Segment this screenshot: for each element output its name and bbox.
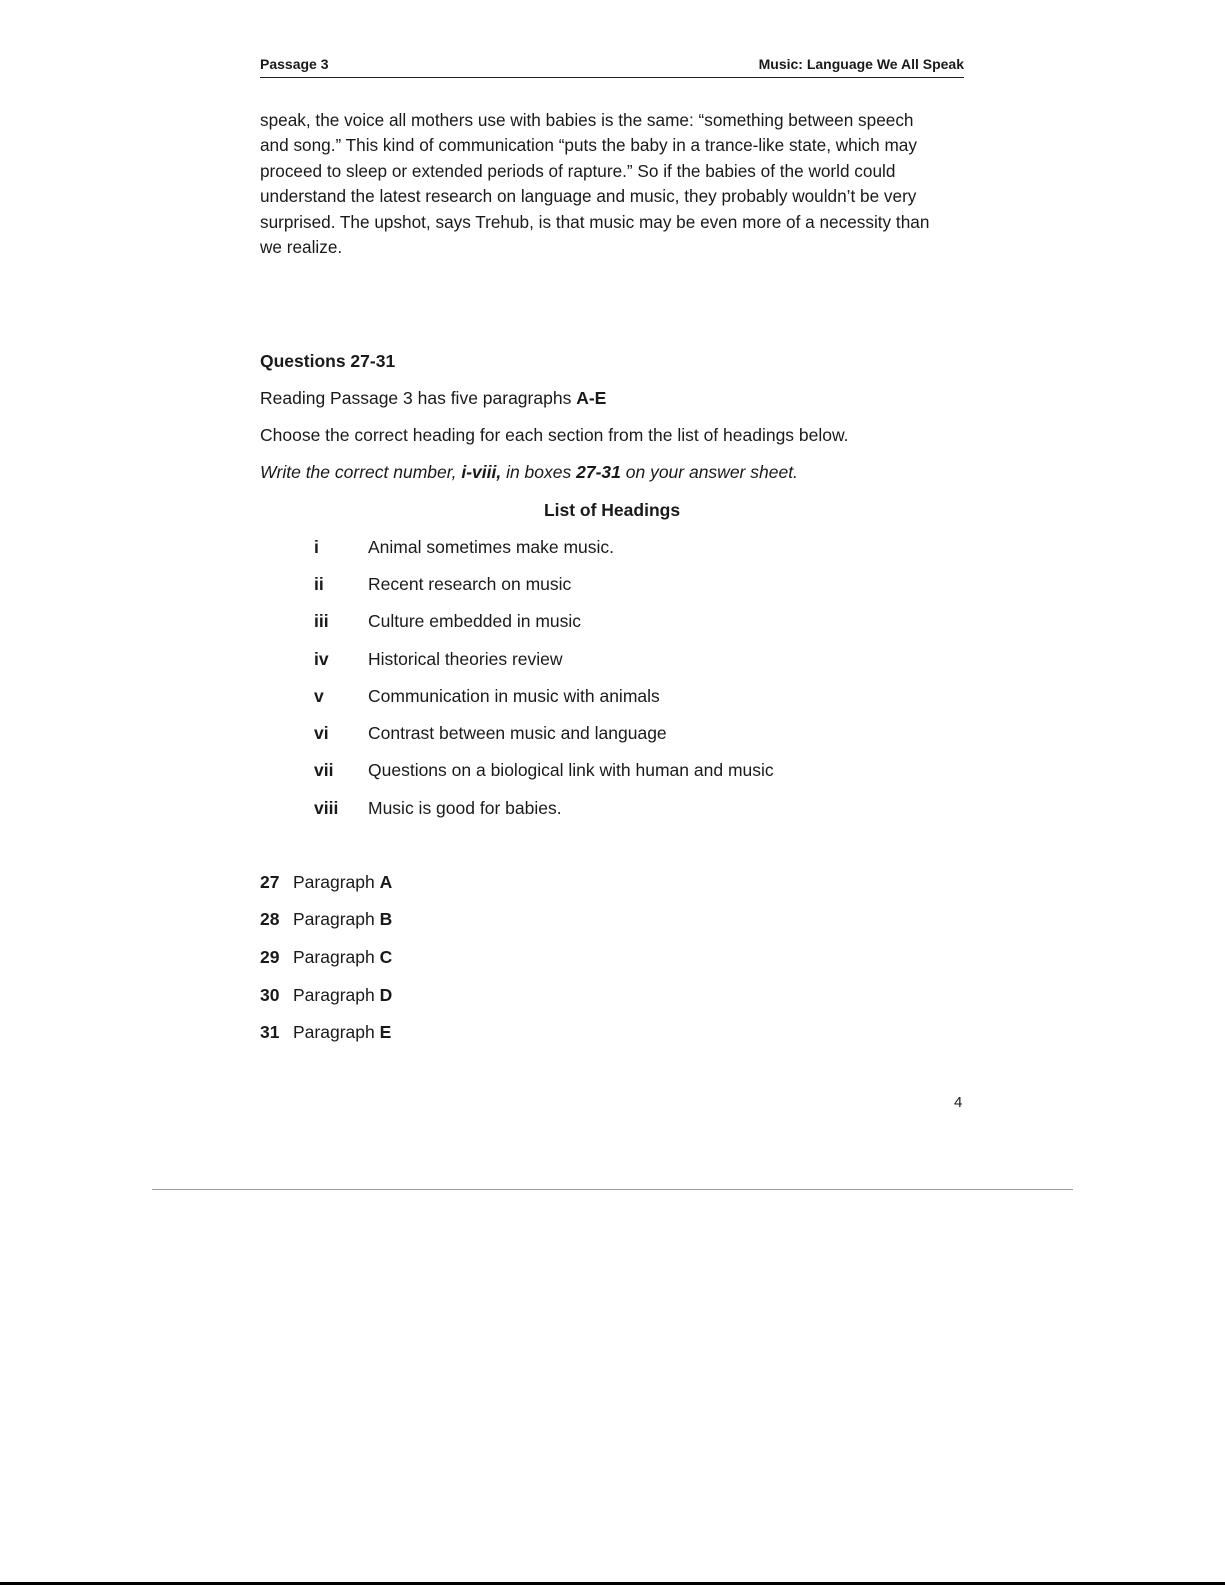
heading-number: vii <box>314 760 334 780</box>
paragraph-letter: D <box>379 985 393 1005</box>
heading-item <box>314 760 774 781</box>
questions-title: Questions 27-31 <box>260 351 396 371</box>
paragraph-letter: B <box>379 909 393 929</box>
heading-item <box>314 649 563 670</box>
header-passage-label: Passage 3 <box>260 56 329 72</box>
heading-number: iii <box>314 611 329 631</box>
passage-line: understand the latest research on language and music, they probably wouldn’t be very <box>260 186 917 207</box>
question-label: Paragraph <box>293 947 380 967</box>
paragraph-letter: C <box>379 947 393 967</box>
heading-text: Historical theories review <box>368 649 563 669</box>
heading-number: v <box>314 686 324 706</box>
heading-item <box>314 574 571 595</box>
question-label: Paragraph <box>293 872 380 892</box>
page-header <box>260 54 964 78</box>
question-item <box>260 985 392 1006</box>
header-title: Music: Language We All Speak <box>758 56 964 72</box>
question-number: 27 <box>260 872 280 892</box>
paragraph-letter: A <box>379 872 393 892</box>
heading-number: vi <box>314 723 329 743</box>
passage-line: and song.” This kind of communication “puts the baby in a trance-like state, which may <box>260 135 917 156</box>
heading-number: i <box>314 537 319 557</box>
question-number: 28 <box>260 909 280 929</box>
question-number: 31 <box>260 1022 280 1042</box>
passage-text <box>260 108 964 260</box>
heading-text: Contrast between music and language <box>368 723 667 743</box>
heading-text: Questions on a biological link with human and music <box>368 760 774 780</box>
question-item <box>260 872 392 893</box>
heading-text: Communication in music with animals <box>368 686 660 706</box>
paragraph-letter: E <box>379 1022 392 1042</box>
question-item <box>260 1022 391 1043</box>
heading-item <box>314 686 660 707</box>
heading-number: viii <box>314 798 339 818</box>
list-of-headings-title: List of Headings <box>543 500 681 520</box>
heading-item <box>314 611 581 632</box>
question-label: Paragraph <box>293 985 380 1005</box>
heading-item <box>314 723 667 744</box>
page-number: 4 <box>954 1094 963 1111</box>
instruction-write-a: Write the correct number, <box>260 462 462 482</box>
question-item <box>260 947 392 968</box>
question-label: Paragraph <box>293 1022 380 1042</box>
instruction-write-b: i-viii, <box>461 462 502 482</box>
heading-number: ii <box>314 574 324 594</box>
question-number: 30 <box>260 985 280 1005</box>
heading-text: Music is good for babies. <box>368 798 562 818</box>
page-divider <box>152 1189 1073 1190</box>
passage-line: we realize. <box>260 237 343 258</box>
passage-line: proceed to sleep or extended periods of rapture.” So if the babies of the world could <box>260 160 896 181</box>
instruction-paragraph-count <box>260 388 606 409</box>
instruction-write-c: in boxes <box>501 462 577 482</box>
question-label: Paragraph <box>293 909 380 929</box>
heading-item <box>314 537 614 558</box>
question-number: 29 <box>260 947 280 967</box>
instruction-choose: Choose the correct heading for each section from the list of headings below. <box>260 425 849 445</box>
instruction-range: A-E <box>576 388 607 408</box>
instruction-write-e: on your answer sheet. <box>620 462 798 482</box>
instruction-write-d: 27-31 <box>576 462 621 482</box>
heading-item <box>314 798 562 819</box>
instruction-write <box>260 462 798 483</box>
heading-text: Culture embedded in music <box>368 611 582 631</box>
question-item <box>260 909 392 930</box>
heading-number: iv <box>314 649 329 669</box>
passage-line: speak, the voice all mothers use with babies is the same: “something between speech <box>260 110 914 130</box>
passage-line: surprised. The upshot, says Trehub, is that music may be even more of a necessity than <box>260 211 930 232</box>
instruction-text: Reading Passage 3 has five paragraphs <box>260 388 577 408</box>
heading-text: Animal sometimes make music. <box>368 537 615 557</box>
heading-text: Recent research on music <box>368 574 572 594</box>
